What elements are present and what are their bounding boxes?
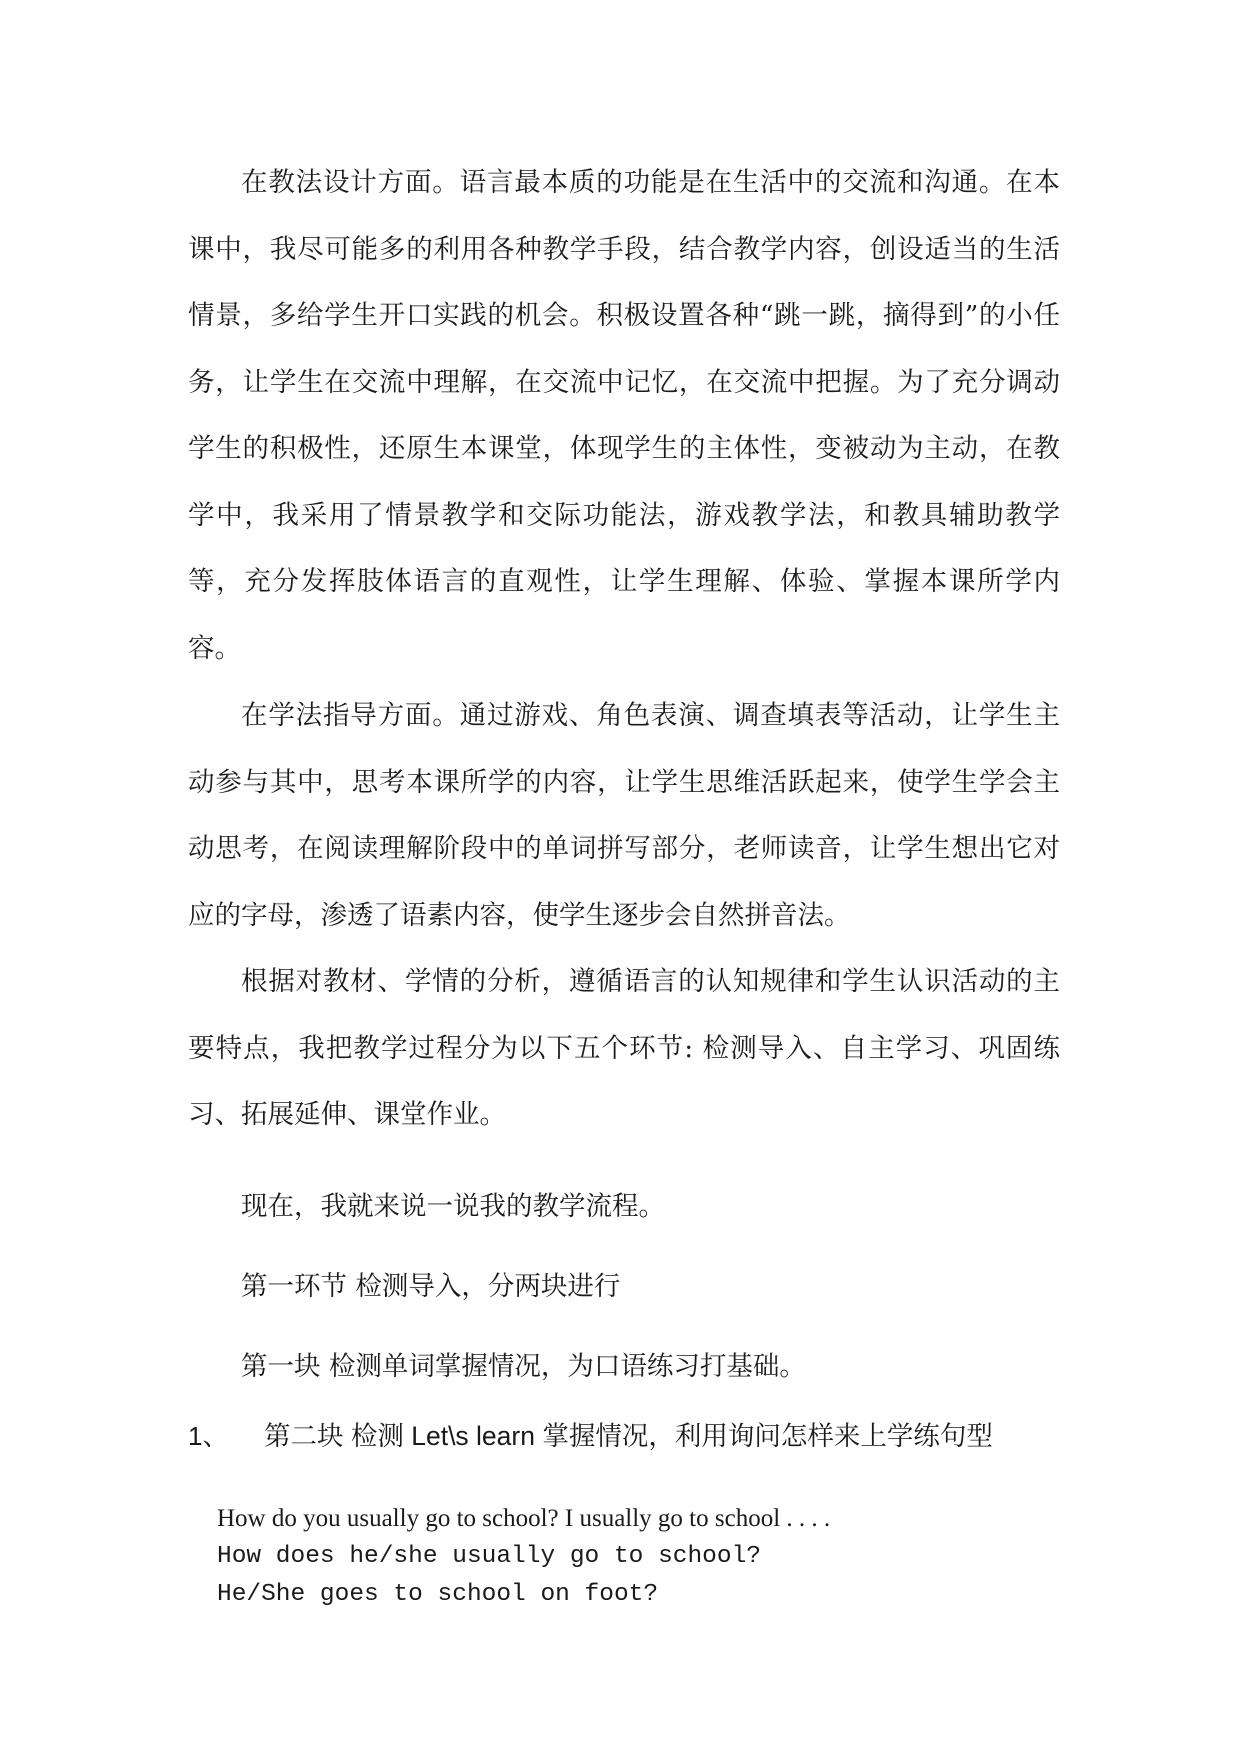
- list-number: 1、: [188, 1421, 229, 1451]
- example-sentence-2: How does he/she usually go to school?: [217, 1543, 761, 1570]
- example-sentence-3: He/She goes to school on foot?: [217, 1581, 659, 1608]
- paragraph-process-overview: 根据对教材、学情的分析，遵循语言的认知规律和学生认识活动的主要特点，我把教学过程分为以下五个环节: 检测导入、自主学习、巩固练习、拓展延伸、课堂作业。: [188, 966, 1060, 1130]
- list-item-text: 第二块 检测 Let\s learn 掌握情况，利用询问怎样来上学练句型: [264, 1421, 993, 1451]
- paragraph-intro-flow: 现在，我就来说一说我的教学流程。: [241, 1191, 665, 1222]
- paragraph-stage-one: 第一环节 检测导入，分两块进行: [241, 1271, 621, 1302]
- paragraph-teaching-method: 在教法设计方面。语言最本质的功能是在生活中的交流和沟通。在本课中，我尽可能多的利用各种教学手段，结合教学内容，创设适当的生活情景，多给学生开口实践的机会。积极设置各种“跳一跳，摘得到”的小任务，让学生在交流中理解，在交流中记忆，在交流中把握。为了充分调动学生的积极性，还原生本课堂，体现学生的主体性，变被动为主动，在教学中，我采用了情景教学和交际功能法，游戏教学法，和教具辅助教学等，充分发挥肢体语言的直观性，让学生理解、体验、掌握本课所学内容。: [188, 167, 1060, 664]
- example-sentence-1: How do you usually go to school? I usually go to school . . . .: [217, 1505, 831, 1532]
- paragraph-block-one: 第一块 检测单词掌握情况，为口语练习打基础。: [241, 1351, 806, 1382]
- paragraph-learning-guidance: 在学法指导方面。通过游戏、角色表演、调查填表等活动，让学生主动参与其中，思考本课所学的内容，让学生思维活跃起来，使学生学会主动思考，在阅读理解阶段中的单词拼写部分，老师读音，让学生想出它对应的字母，渗透了语素内容，使学生逐步会自然拼音法。: [188, 700, 1060, 931]
